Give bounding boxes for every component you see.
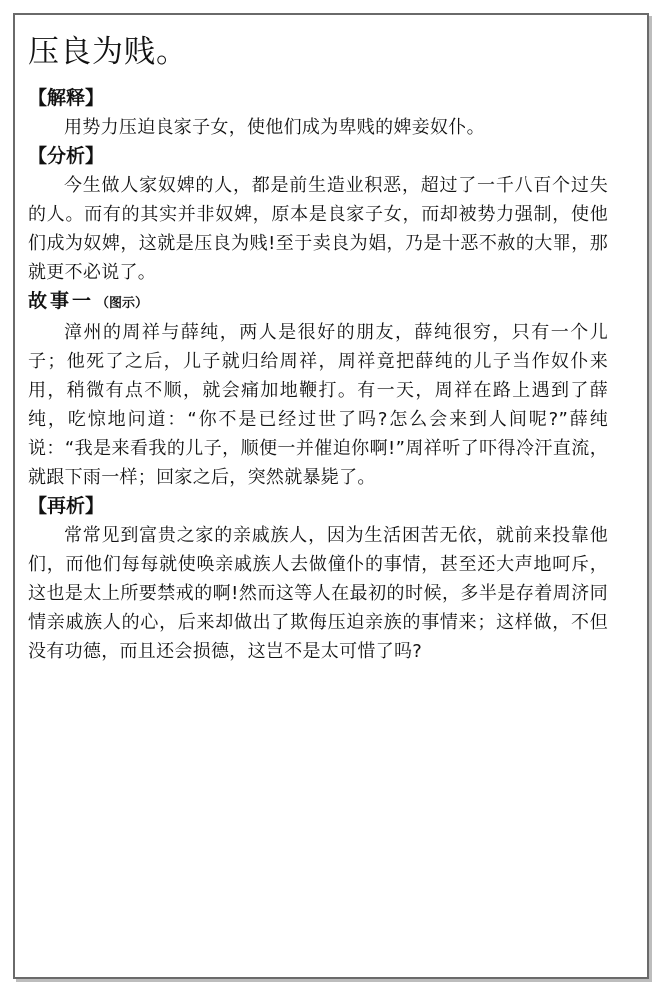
- analysis-text: 今生做人家奴婢的人，都是前生造业积恶，超过了一千八百个过失的人。而有的其实并非奴婢，原本是良家子女，而却被势力强制，使他们成为奴婢，这就是压良为贱!至于卖良为娼，乃是十恶不赦的大罪，那就更不必说了。: [28, 175, 608, 283]
- explain-heading: 【解释】: [28, 87, 105, 109]
- document-body: [28, 30, 608, 666]
- story-heading-line: [28, 287, 608, 318]
- page-title: 压良为贱。: [28, 34, 188, 70]
- analysis-section: [28, 142, 608, 287]
- explain-text: 用势力压迫良家子女，使他们成为卑贱的婢妾奴仆。: [64, 117, 485, 138]
- story-heading: 故事一: [28, 290, 95, 312]
- story-section: [28, 287, 608, 492]
- reanalysis-text: 常常见到富贵之家的亲戚族人，因为生活困苦无依，就前来投靠他们，而他们每每就使唤亲戚族人去做僮仆的事情，甚至还大声地呵斥，这也是太上所要禁戒的啊!然而这等人在最初的时候，多半是存着周济同情亲戚族人的心，后来却做出了欺侮压迫亲族的事情来；这样做，不但没有功德，而且还会损德，这岂不是太可惜了吗?: [28, 525, 608, 662]
- story-subheading: （图示）: [96, 296, 149, 311]
- explain-section: [28, 84, 608, 142]
- reanalysis-section: [28, 492, 608, 666]
- reanalysis-heading: 【再析】: [28, 495, 105, 517]
- story-text: 漳州的周祥与薛纯，两人是很好的朋友，薛纯很穷，只有一个儿子；他死了之后，儿子就归给周祥，周祥竟把薛纯的儿子当作奴仆来用，稍微有点不顺，就会痛加地鞭打。有一天，周祥在路上遇到了薛纯，吃惊地问道：“你不是已经过世了吗?怎么会来到人间呢?”薛纯说：“我是来看我的儿子，顺便一并催迫你啊!”周祥听了吓得冷汗直流，就跟下雨一样；回家之后，突然就暴毙了。: [28, 322, 608, 488]
- analysis-heading: 【分析】: [28, 145, 105, 167]
